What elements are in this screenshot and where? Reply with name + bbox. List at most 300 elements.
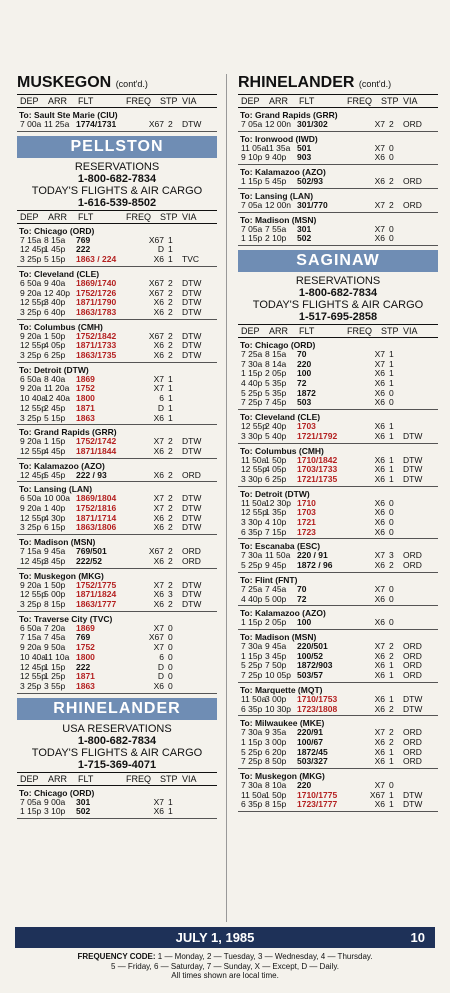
frequency-code: X7 bbox=[374, 358, 385, 369]
effective-date: JULY 1, 1985 bbox=[175, 930, 255, 945]
group-separator bbox=[238, 682, 438, 683]
stops: 1 bbox=[389, 756, 394, 767]
destination-heading: To: Chicago (ORD) bbox=[19, 225, 95, 236]
frequency-code: X6 bbox=[374, 233, 385, 244]
arrival-time: 10 00a bbox=[44, 493, 70, 504]
stops: 1 bbox=[389, 660, 394, 671]
header-dep: DEP bbox=[241, 325, 260, 336]
departure-time: 9 20a bbox=[20, 642, 42, 653]
departure-time: 1 15p bbox=[20, 806, 42, 817]
departure-time: 12 55p bbox=[20, 589, 46, 600]
frequency-code: X6 bbox=[153, 555, 164, 566]
frequency-code: X7 bbox=[153, 373, 164, 384]
flight-number: 1869/1740 bbox=[76, 277, 117, 288]
left-column bbox=[17, 74, 217, 819]
arrival-time: 7 15p bbox=[265, 526, 287, 537]
stops: 1 bbox=[168, 796, 173, 807]
stops: 0 bbox=[389, 583, 394, 594]
stops: 2 bbox=[168, 579, 173, 590]
stops: 1 bbox=[168, 383, 173, 394]
group-separator bbox=[17, 362, 217, 363]
via-airport bbox=[403, 379, 431, 389]
stops: 0 bbox=[168, 632, 173, 643]
group-separator bbox=[17, 319, 217, 320]
header-stp: STP bbox=[160, 211, 178, 222]
flight-number: 903 bbox=[297, 152, 312, 163]
via-airport bbox=[182, 653, 210, 663]
stops: 2 bbox=[168, 512, 173, 523]
group-separator bbox=[238, 212, 438, 213]
frequency-code: X7 bbox=[153, 579, 164, 590]
destination-heading: To: Kalamazoo (AZO) bbox=[19, 460, 105, 471]
via-airport bbox=[182, 394, 210, 404]
arrival-time: 7 45a bbox=[44, 632, 66, 643]
flight-row bbox=[17, 447, 217, 457]
flight-row bbox=[238, 475, 438, 485]
stops: 1 bbox=[168, 244, 173, 255]
flight-row bbox=[17, 523, 217, 533]
departure-time: 7 15a bbox=[20, 632, 42, 643]
arrival-time: 8 15a bbox=[44, 234, 66, 245]
via-airport bbox=[182, 643, 210, 653]
stops: 2 bbox=[168, 277, 173, 288]
flight-number: 503 bbox=[297, 397, 312, 408]
via-airport: ORD bbox=[403, 756, 422, 767]
arrival-time: 11 35a bbox=[265, 142, 291, 153]
departure-time: 6 35p bbox=[241, 799, 263, 810]
flight-row bbox=[238, 618, 438, 628]
stops: 2 bbox=[168, 287, 173, 298]
flight-row bbox=[238, 201, 438, 211]
header-via: VIA bbox=[182, 773, 197, 784]
departure-time: 12 45p bbox=[20, 555, 46, 566]
stops: 0 bbox=[389, 593, 394, 604]
frequency-code: X6 bbox=[153, 598, 164, 609]
flight-number: 1871/1844 bbox=[76, 445, 117, 456]
column-header bbox=[238, 94, 438, 108]
right-column bbox=[238, 74, 438, 812]
departure-time: 12 55p bbox=[20, 671, 46, 682]
header-freq: FREQ bbox=[347, 325, 373, 336]
departure-time: 12 55p bbox=[20, 340, 46, 351]
arrival-time: 4 05p bbox=[265, 464, 287, 475]
flight-number: 1871/1714 bbox=[76, 512, 117, 523]
arrival-time: 4 10p bbox=[265, 517, 287, 528]
frequency-code: X7 bbox=[153, 383, 164, 394]
via-airport bbox=[403, 369, 431, 379]
via-airport: ORD bbox=[403, 736, 422, 747]
frequency-code: X6 bbox=[374, 397, 385, 408]
freq-line-2: 5 — Friday, 6 — Saturday, 7 — Sunday, X — Except, D — Daily. bbox=[111, 961, 339, 971]
frequency-code: 6 bbox=[159, 393, 164, 404]
arrival-time: 1 35p bbox=[265, 507, 287, 518]
frequency-code: X6 bbox=[374, 703, 385, 714]
arrival-time: 1 45p bbox=[44, 244, 66, 255]
stops: 1 bbox=[389, 378, 394, 389]
frequency-code: X6 bbox=[374, 799, 385, 810]
stops: 2 bbox=[168, 350, 173, 361]
stops: 2 bbox=[168, 493, 173, 504]
arrival-time: 5 45p bbox=[265, 176, 287, 187]
via-airport: ORD bbox=[403, 199, 422, 210]
departure-time: 9 20a bbox=[20, 436, 42, 447]
departure-time: 7 15a bbox=[20, 546, 42, 557]
flight-number: 1710/1775 bbox=[297, 789, 338, 800]
frequency-code: X6 bbox=[153, 340, 164, 351]
departure-time: 3 25p bbox=[20, 350, 42, 361]
destination-heading: To: Madison (MSN) bbox=[19, 537, 96, 548]
header-via: VIA bbox=[182, 211, 197, 222]
via-airport bbox=[182, 384, 210, 394]
departure-time: 5 25p bbox=[241, 746, 263, 757]
flight-number: 769/501 bbox=[76, 546, 107, 557]
flight-number: 1774/1731 bbox=[76, 119, 117, 129]
flight-row bbox=[238, 705, 438, 715]
flight-number: 220/91 bbox=[297, 727, 323, 738]
flight-number: 1703 bbox=[297, 421, 316, 432]
frequency-code: X6 bbox=[153, 306, 164, 317]
destination-heading: To: Kalamazoo (AZO) bbox=[240, 167, 326, 178]
group-separator bbox=[17, 481, 217, 482]
arrival-time: 3 10p bbox=[44, 806, 66, 817]
destination-heading: To: Ironwood (IWD) bbox=[240, 133, 318, 144]
flight-number: 1863/1783 bbox=[76, 306, 117, 317]
departure-time: 9 20a bbox=[20, 503, 42, 514]
frequency-code: X6 bbox=[374, 454, 385, 465]
stops: 1 bbox=[389, 789, 394, 800]
flight-row bbox=[238, 595, 438, 605]
arrival-time: 10 05p bbox=[265, 670, 291, 681]
frequency-code: X6 bbox=[374, 473, 385, 484]
stops: 2 bbox=[168, 598, 173, 609]
frequency-code: X6 bbox=[374, 368, 385, 379]
frequency-code: X7 bbox=[374, 727, 385, 738]
arrival-time: 8 50p bbox=[265, 756, 287, 767]
stops: 0 bbox=[389, 223, 394, 234]
frequency-code: D bbox=[157, 244, 164, 255]
departure-time: 12 55p bbox=[20, 512, 46, 523]
departure-time: 4 40p bbox=[241, 378, 263, 389]
departure-time: 10 40a bbox=[20, 393, 46, 404]
arrival-time: 2 10p bbox=[265, 233, 287, 244]
flight-number: 1871 bbox=[76, 402, 95, 413]
cargo-phone: 1-715-369-4071 bbox=[77, 758, 157, 771]
via-airport: ORD bbox=[403, 670, 422, 681]
flight-number: 1871/1733 bbox=[76, 340, 117, 351]
frequency-code: X67 bbox=[369, 789, 385, 800]
via-airport: DTW bbox=[182, 512, 202, 523]
departure-time: 7 30a bbox=[241, 550, 263, 561]
arrival-time: 9 35a bbox=[265, 727, 287, 738]
header-freq: FREQ bbox=[126, 96, 152, 106]
arrival-time: 3 00p bbox=[265, 736, 287, 747]
via-airport: TVC bbox=[182, 254, 199, 265]
destination-heading: To: Muskegon (MKG) bbox=[240, 771, 325, 782]
flight-row bbox=[238, 432, 438, 442]
via-airport: ORD bbox=[403, 550, 422, 561]
departure-time: 1 15p bbox=[241, 650, 263, 661]
stops: 1 bbox=[389, 464, 394, 475]
via-airport bbox=[403, 225, 431, 235]
group-separator bbox=[238, 768, 438, 769]
destination-heading: To: Detroit (DTW) bbox=[19, 364, 89, 375]
frequency-code: X67 bbox=[148, 546, 164, 557]
frequency-code: X7 bbox=[153, 436, 164, 447]
departure-time: 12 55p bbox=[241, 464, 267, 475]
stops: 1 bbox=[389, 368, 394, 379]
flight-number: 1863/1806 bbox=[76, 522, 117, 533]
departure-time: 12 45p bbox=[20, 244, 46, 255]
departure-time: 7 30a bbox=[241, 358, 263, 369]
flight-number: 301 bbox=[297, 223, 312, 234]
arrival-time: 2 05p bbox=[265, 617, 287, 628]
stops: 2 bbox=[389, 119, 394, 129]
stops: 2 bbox=[168, 522, 173, 533]
reservations-phone: 1-800-682-7834 bbox=[298, 286, 378, 299]
via-airport: ORD bbox=[403, 660, 422, 671]
stops: 3 bbox=[389, 550, 394, 561]
group-separator bbox=[238, 164, 438, 165]
flight-number: 1863/1777 bbox=[76, 598, 117, 609]
via-airport: DTW bbox=[182, 330, 202, 341]
frequency-code: X7 bbox=[153, 796, 164, 807]
flight-number: 1872 / 96 bbox=[297, 560, 333, 571]
flight-number: 1872/45 bbox=[297, 746, 328, 757]
flight-number: 1871 bbox=[76, 671, 95, 682]
flight-number: 220 / 91 bbox=[297, 550, 328, 561]
departure-time: 11 50a bbox=[241, 454, 267, 465]
via-airport: DTW bbox=[403, 693, 423, 704]
arrival-time: 6 25p bbox=[44, 350, 66, 361]
frequency-code: X6 bbox=[374, 526, 385, 537]
departure-time: 11 50a bbox=[241, 497, 267, 508]
arrival-time: 7 45p bbox=[265, 397, 287, 408]
flight-number: 1800 bbox=[76, 651, 95, 662]
arrival-time: 1 50p bbox=[44, 579, 66, 590]
via-airport bbox=[182, 404, 210, 414]
flight-number: 301 bbox=[76, 796, 91, 807]
flight-row bbox=[238, 398, 438, 408]
freq-line-3: All times shown are local time. bbox=[171, 971, 279, 980]
departure-time: 7 05a bbox=[20, 796, 42, 807]
header-flt: FLT bbox=[78, 96, 94, 106]
frequency-code: X6 bbox=[374, 430, 385, 441]
via-airport bbox=[182, 682, 210, 692]
via-airport bbox=[182, 798, 210, 808]
departure-time: 1 15p bbox=[241, 617, 263, 628]
frequency-code: D bbox=[157, 402, 164, 413]
arrival-time: 6 20p bbox=[265, 746, 287, 757]
arrival-time: 11 25a bbox=[44, 119, 70, 129]
cargo-phone: 1-517-695-2858 bbox=[298, 310, 378, 323]
arrival-time: 1 50p bbox=[265, 454, 287, 465]
group-separator bbox=[238, 629, 438, 630]
stops: 0 bbox=[389, 507, 394, 518]
frequency-code: X6 bbox=[153, 297, 164, 308]
flight-number: 220/501 bbox=[297, 640, 328, 651]
flight-row bbox=[238, 671, 438, 681]
frequency-code: X7 bbox=[374, 583, 385, 594]
stops: 2 bbox=[168, 546, 173, 557]
stops: 2 bbox=[389, 199, 394, 210]
via-airport bbox=[403, 398, 431, 408]
departure-time: 6 50a bbox=[20, 373, 42, 384]
stops: 1 bbox=[389, 348, 394, 359]
frequency-code: D bbox=[157, 671, 164, 682]
departure-time: 1 15p bbox=[241, 233, 263, 244]
stops: 2 bbox=[168, 555, 173, 566]
departure-time: 12 55p bbox=[20, 297, 46, 308]
reservations-block-pellston bbox=[17, 161, 217, 209]
arrival-time: 7 45a bbox=[265, 583, 287, 594]
arrival-time: 8 10a bbox=[265, 780, 287, 791]
flight-number: 222/52 bbox=[76, 555, 102, 566]
header-arr: ARR bbox=[48, 96, 68, 106]
header-stp: STP bbox=[381, 96, 399, 106]
departure-time: 7 30a bbox=[241, 640, 263, 651]
stops: 0 bbox=[389, 617, 394, 628]
reservations-label: USA RESERVATIONS bbox=[62, 722, 172, 735]
header-via: VIA bbox=[182, 96, 197, 106]
destination-heading: To: Detroit (DTW) bbox=[240, 488, 310, 499]
column-header bbox=[17, 210, 217, 224]
group-separator bbox=[17, 266, 217, 267]
departure-time: 3 25p bbox=[20, 254, 42, 265]
via-airport bbox=[403, 518, 431, 528]
flight-number: 1723/1777 bbox=[297, 799, 338, 810]
via-airport: DTW bbox=[403, 430, 423, 441]
stops: 2 bbox=[168, 340, 173, 351]
flight-number: 1752 bbox=[76, 383, 95, 394]
header-flt: FLT bbox=[299, 325, 315, 336]
flight-number: 1871/1790 bbox=[76, 297, 117, 308]
arrival-time: 5 40p bbox=[265, 430, 287, 441]
flight-number: 1872 bbox=[297, 387, 316, 398]
header-via: VIA bbox=[403, 325, 418, 336]
stops: 1 bbox=[168, 393, 173, 404]
flight-number: 769 bbox=[76, 234, 91, 245]
header-freq: FREQ bbox=[347, 96, 373, 106]
frequency-code: X7 bbox=[153, 622, 164, 633]
flight-number: 1800 bbox=[76, 393, 95, 404]
via-airport bbox=[182, 624, 210, 634]
flight-row bbox=[238, 234, 438, 244]
departure-time: 7 05a bbox=[241, 199, 263, 210]
arrival-time: 6 25p bbox=[265, 473, 287, 484]
departure-time: 11 50a bbox=[241, 789, 267, 800]
frequency-code: X6 bbox=[374, 617, 385, 628]
arrival-time: 7 50p bbox=[265, 660, 287, 671]
departure-time: 10 40a bbox=[20, 651, 46, 662]
stops: 1 bbox=[168, 806, 173, 817]
group-separator bbox=[17, 131, 217, 132]
city-banner-saginaw: SAGINAW bbox=[238, 250, 438, 272]
departure-time: 12 55p bbox=[241, 421, 267, 432]
departure-time: 6 50a bbox=[20, 622, 42, 633]
flight-number: 1872/903 bbox=[297, 660, 333, 671]
destination-heading: To: Madison (MSN) bbox=[240, 631, 317, 642]
column-header bbox=[17, 94, 217, 108]
stops: 0 bbox=[389, 397, 394, 408]
flight-number: 502 bbox=[76, 806, 91, 817]
header-flt: FLT bbox=[299, 96, 315, 106]
group-separator bbox=[17, 693, 217, 694]
via-airport: DTW bbox=[182, 436, 202, 447]
flight-number: 1863 bbox=[76, 412, 95, 423]
flight-number: 502 bbox=[297, 233, 312, 244]
flight-number: 1752/1742 bbox=[76, 436, 117, 447]
reservations-block-rhinelander bbox=[17, 723, 217, 771]
group-separator bbox=[17, 818, 217, 819]
stops: 1 bbox=[168, 412, 173, 423]
header-arr: ARR bbox=[269, 96, 289, 106]
group-separator bbox=[238, 605, 438, 606]
via-airport bbox=[403, 595, 431, 605]
arrival-time: 11 10a bbox=[44, 651, 70, 662]
departure-time: 1 15p bbox=[241, 736, 263, 747]
via-airport: DTW bbox=[403, 799, 423, 810]
arrival-time: 2 05p bbox=[265, 368, 287, 379]
arrival-time: 8 15p bbox=[265, 799, 287, 810]
frequency-code: X6 bbox=[153, 806, 164, 817]
frequency-code: X6 bbox=[374, 650, 385, 661]
stops: 2 bbox=[389, 736, 394, 747]
departure-time: 5 25p bbox=[241, 387, 263, 398]
departure-time: 3 30p bbox=[241, 517, 263, 528]
stops: 0 bbox=[389, 233, 394, 244]
departure-time: 1 15p bbox=[241, 368, 263, 379]
stops: 1 bbox=[168, 254, 173, 265]
departure-time: 9 20a bbox=[20, 579, 42, 590]
frequency-code: X6 bbox=[374, 746, 385, 757]
stops: 1 bbox=[389, 746, 394, 757]
stops: 2 bbox=[168, 469, 173, 480]
arrival-time: 1 25p bbox=[44, 671, 66, 682]
frequency-code: X6 bbox=[374, 176, 385, 187]
via-airport bbox=[403, 234, 431, 244]
flight-number: 222 bbox=[76, 244, 91, 255]
stops: 0 bbox=[168, 680, 173, 691]
flight-number: 1863/1735 bbox=[76, 350, 117, 361]
arrival-time: 9 45a bbox=[265, 640, 287, 651]
reservations-block-saginaw bbox=[238, 275, 438, 323]
via-airport: DTW bbox=[403, 464, 423, 475]
arrival-time: 3 55p bbox=[44, 680, 66, 691]
destination-heading: To: Kalamazoo (AZO) bbox=[240, 608, 326, 619]
frequency-code: X6 bbox=[374, 517, 385, 528]
via-airport bbox=[182, 807, 210, 817]
departure-time: 7 05a bbox=[241, 119, 263, 129]
header-dep: DEP bbox=[20, 773, 39, 784]
group-separator bbox=[17, 458, 217, 459]
departure-time: 3 25p bbox=[20, 680, 42, 691]
arrival-time: 1 50p bbox=[265, 789, 287, 800]
departure-time: 9 20a bbox=[20, 330, 42, 341]
arrival-time: 7 20a bbox=[44, 622, 66, 633]
flight-row bbox=[17, 600, 217, 610]
arrival-time: 7 55a bbox=[265, 223, 287, 234]
header-freq: FREQ bbox=[126, 211, 152, 222]
stops: 1 bbox=[389, 670, 394, 681]
stops: 0 bbox=[168, 651, 173, 662]
frequency-code: X6 bbox=[374, 497, 385, 508]
flight-number: 1752/1816 bbox=[76, 503, 117, 514]
arrival-time: 9 40p bbox=[265, 152, 287, 163]
group-separator bbox=[17, 424, 217, 425]
stops: 2 bbox=[168, 503, 173, 514]
destination-heading: To: Flint (FNT) bbox=[240, 574, 298, 585]
destination-heading: To: Marquette (MQT) bbox=[240, 684, 323, 695]
